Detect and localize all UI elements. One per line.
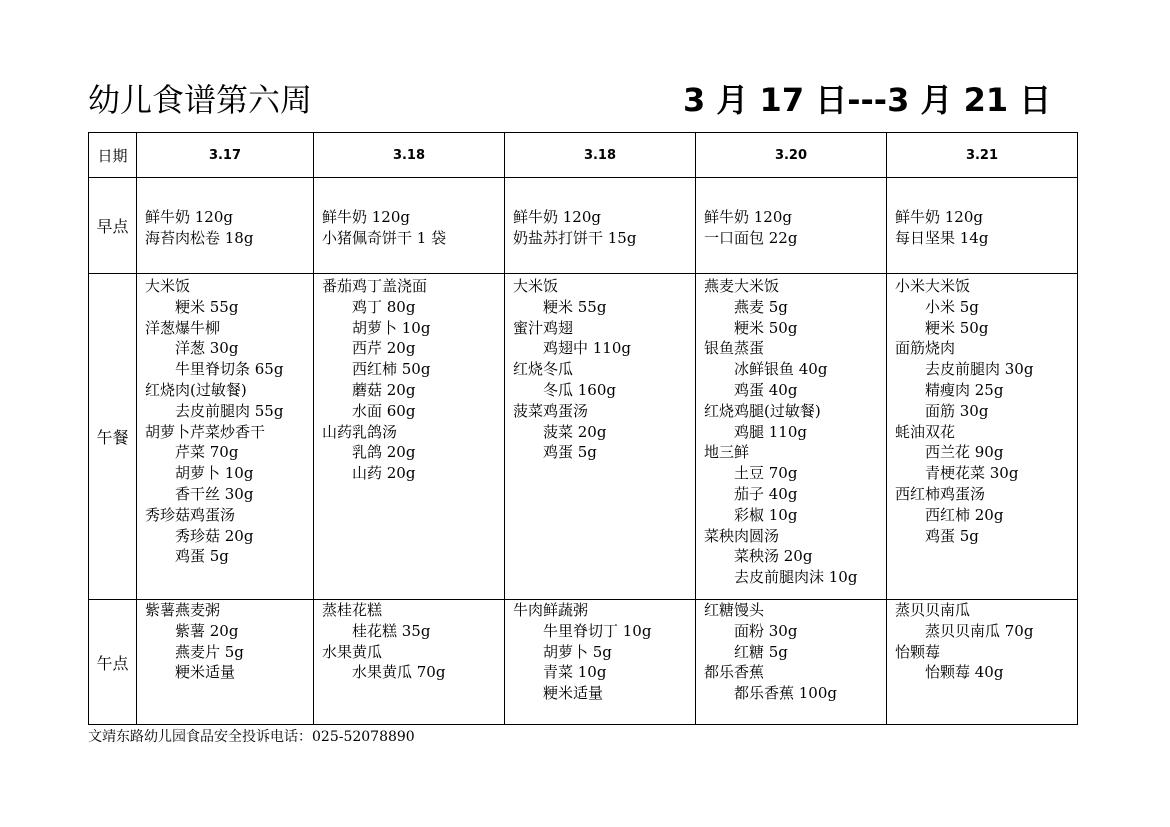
date-range: 3 月 17 日---3 月 21 日 — [683, 81, 1052, 119]
menu-cell — [505, 274, 696, 600]
dish-name: 燕麦大米饭 — [704, 277, 780, 295]
dish-name: 水果黄瓜 — [322, 642, 383, 661]
menu-cell — [505, 600, 696, 725]
menu-cell — [887, 274, 1078, 600]
ingredient-line: 去皮前腿肉沫 10g — [734, 568, 858, 587]
ingredient-line: 水面 60g — [352, 401, 416, 420]
menu-cell — [696, 274, 887, 600]
ingredient-line: 鸡蛋 5g — [175, 547, 229, 566]
ingredient-line: 秀珍菇 20g — [175, 526, 254, 545]
ingredient-line: 去皮前腿肉 55g — [175, 401, 284, 420]
dish-name: 鲜牛奶 120g — [145, 208, 234, 226]
page-title: 幼儿食谱第六周 — [88, 81, 313, 119]
ingredient-line: 燕麦片 5g — [175, 642, 244, 661]
menu-cell-content — [887, 600, 1077, 683]
ingredient-line: 胡萝卜 10g — [175, 464, 254, 483]
dish-name: 红烧肉(过敏餐) — [145, 380, 247, 399]
dish-name: 西红柿鸡蛋汤 — [895, 484, 986, 503]
dish-name: 紫薯燕麦粥 — [145, 601, 221, 619]
dish-name: 山药乳鸽汤 — [322, 422, 398, 441]
ingredient-line: 粳米适量 — [175, 663, 236, 682]
ingredient-line: 粳米 50g — [925, 318, 989, 337]
meal-label: 早点 — [89, 178, 137, 274]
dish-name: 奶盐苏打饼干 15g — [513, 228, 637, 247]
dish-name: 红烧鸡腿(过敏餐) — [704, 401, 821, 420]
dish-name: 菠菜鸡蛋汤 — [513, 401, 589, 420]
menu-cell — [887, 178, 1078, 274]
column-header: 3.17 — [137, 133, 314, 178]
dish-name: 蚝油双花 — [895, 422, 956, 441]
complaint-footer: 文靖东路幼儿园食品安全投诉电话：025-52078890 — [88, 729, 415, 745]
menu-table — [88, 132, 1078, 725]
ingredient-line: 粳米 50g — [734, 318, 798, 337]
dish-name: 秀珍菇鸡蛋汤 — [145, 505, 236, 524]
menu-cell-content — [137, 600, 313, 683]
row-breakfast — [89, 178, 1078, 274]
menu-cell-content — [505, 178, 695, 249]
meal-label: 午点 — [89, 600, 137, 725]
menu-cell — [314, 600, 505, 725]
menu-cell — [137, 274, 314, 600]
ingredient-line: 红糖 5g — [734, 642, 788, 661]
menu-cell — [314, 274, 505, 600]
dish-name: 蒸贝贝南瓜 — [895, 601, 971, 619]
dish-name: 银鱼蒸蛋 — [704, 339, 765, 358]
menu-cell — [505, 178, 696, 274]
ingredient-line: 鸡蛋 40g — [734, 380, 798, 399]
ingredient-line: 粳米适量 — [543, 684, 604, 703]
ingredient-line: 牛里脊切丁 10g — [543, 621, 652, 640]
ingredient-line: 菠菜 20g — [543, 422, 607, 441]
dish-name: 红烧冬瓜 — [513, 360, 574, 379]
ingredient-line: 水果黄瓜 70g — [352, 663, 446, 682]
dish-name: 蜜汁鸡翅 — [513, 318, 574, 337]
column-header: 3.20 — [696, 133, 887, 178]
menu-cell — [137, 178, 314, 274]
menu-cell-content — [314, 178, 504, 249]
ingredient-line: 鸡翅中 110g — [543, 339, 632, 358]
ingredient-line: 面粉 30g — [734, 621, 798, 640]
menu-cell-content — [314, 600, 504, 683]
dish-name: 都乐香蕉 — [704, 663, 765, 682]
ingredient-line: 蒸贝贝南瓜 70g — [925, 621, 1034, 640]
ingredient-line: 青梗花菜 30g — [925, 464, 1019, 483]
ingredient-line: 彩椒 10g — [734, 505, 798, 524]
dish-name: 牛肉鲜蔬粥 — [513, 601, 589, 619]
meal-label: 午餐 — [89, 274, 137, 600]
menu-cell-content — [696, 178, 886, 249]
ingredient-line: 胡萝卜 5g — [543, 642, 612, 661]
ingredient-line: 鸡蛋 5g — [543, 443, 597, 462]
menu-cell-content — [887, 274, 1077, 546]
ingredient-line: 香干丝 30g — [175, 484, 254, 503]
dish-name: 大米饭 — [145, 277, 191, 295]
dish-name: 胡萝卜芹菜炒香干 — [145, 422, 266, 441]
menu-cell-content — [137, 178, 313, 249]
ingredient-line: 西兰花 90g — [925, 443, 1004, 462]
ingredient-line: 蘑菇 20g — [352, 380, 416, 399]
menu-cell-content — [887, 178, 1077, 249]
dish-name: 洋葱爆牛柳 — [145, 318, 221, 337]
row-afternoon-snack — [89, 600, 1078, 725]
dish-name: 小猪佩奇饼干 1 袋 — [322, 228, 447, 247]
ingredient-line: 鸡腿 110g — [734, 422, 808, 441]
ingredient-line: 牛里脊切条 65g — [175, 360, 284, 379]
dish-name: 鲜牛奶 120g — [513, 208, 602, 226]
dish-name: 菜秧肉圆汤 — [704, 526, 780, 545]
menu-cell-content — [505, 600, 695, 704]
menu-cell-content — [505, 274, 695, 463]
ingredient-line: 乳鸽 20g — [352, 443, 416, 462]
menu-cell — [314, 178, 505, 274]
ingredient-line: 西芹 20g — [352, 339, 416, 358]
dish-name: 番茄鸡丁盖浇面 — [322, 277, 428, 295]
ingredient-line: 去皮前腿肉 30g — [925, 360, 1034, 379]
ingredient-line: 芹菜 70g — [175, 443, 239, 462]
ingredient-line: 都乐香蕉 100g — [734, 684, 838, 703]
ingredient-line: 鸡蛋 5g — [925, 526, 979, 545]
ingredient-line: 菜秧汤 20g — [734, 547, 813, 566]
ingredient-line: 紫薯 20g — [175, 621, 239, 640]
ingredient-line: 青菜 10g — [543, 663, 607, 682]
ingredient-line: 冰鲜银鱼 40g — [734, 360, 828, 379]
ingredient-line: 面筋 30g — [925, 401, 989, 420]
dish-name: 大米饭 — [513, 277, 559, 295]
menu-cell — [696, 178, 887, 274]
ingredient-line: 怡颗莓 40g — [925, 663, 1004, 682]
ingredient-line: 粳米 55g — [543, 297, 607, 316]
ingredient-line: 茄子 40g — [734, 484, 798, 503]
dish-name: 地三鲜 — [704, 443, 750, 462]
dish-name: 小米大米饭 — [895, 277, 971, 295]
column-header: 3.21 — [887, 133, 1078, 178]
dish-name: 红糖馒头 — [704, 601, 765, 619]
column-header: 3.18 — [505, 133, 696, 178]
dish-name: 一口面包 22g — [704, 228, 798, 247]
ingredient-line: 洋葱 30g — [175, 339, 239, 358]
corner-label: 日期 — [89, 133, 137, 178]
ingredient-line: 西红柿 20g — [925, 505, 1004, 524]
row-lunch — [89, 274, 1078, 600]
dish-name: 怡颗莓 — [895, 642, 941, 661]
ingredient-line: 精瘦肉 25g — [925, 380, 1004, 399]
header-row — [89, 133, 1078, 178]
menu-cell — [696, 600, 887, 725]
menu-cell-content — [696, 600, 886, 704]
ingredient-line: 土豆 70g — [734, 464, 798, 483]
ingredient-line: 胡萝卜 10g — [352, 318, 431, 337]
dish-name: 蒸桂花糕 — [322, 601, 383, 619]
ingredient-line: 山药 20g — [352, 464, 416, 483]
ingredient-line: 小米 5g — [925, 297, 979, 316]
ingredient-line: 桂花糕 35g — [352, 621, 431, 640]
ingredient-line: 冬瓜 160g — [543, 380, 617, 399]
dish-name: 海苔肉松卷 18g — [145, 228, 254, 247]
menu-cell-content — [314, 274, 504, 484]
ingredient-line: 粳米 55g — [175, 297, 239, 316]
menu-cell-content — [137, 274, 313, 567]
column-header: 3.18 — [314, 133, 505, 178]
menu-cell-content — [696, 274, 886, 588]
dish-name: 鲜牛奶 120g — [322, 208, 411, 226]
ingredient-line: 西红柿 50g — [352, 360, 431, 379]
menu-cell — [887, 600, 1078, 725]
dish-name: 面筋烧肉 — [895, 339, 956, 358]
ingredient-line: 鸡丁 80g — [352, 297, 416, 316]
ingredient-line: 燕麦 5g — [734, 297, 788, 316]
dish-name: 每日坚果 14g — [895, 228, 989, 247]
dish-name: 鲜牛奶 120g — [895, 208, 984, 226]
menu-cell — [137, 600, 314, 725]
dish-name: 鲜牛奶 120g — [704, 208, 793, 226]
